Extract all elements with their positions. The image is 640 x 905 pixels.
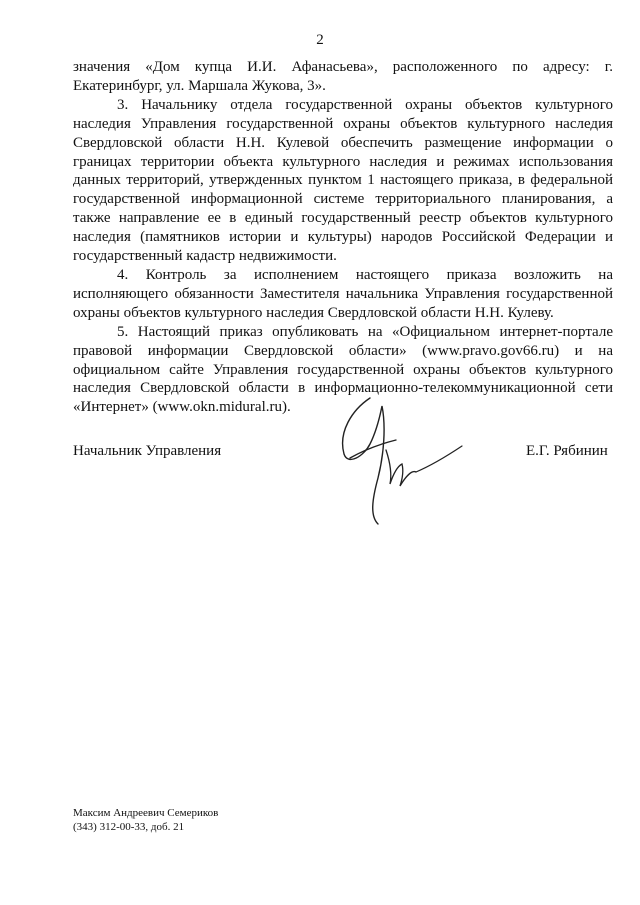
body-paragraph: значения «Дом купца И.И. Афанасьева», расположенного по адресу: г. Екатеринбург, ул. Маршала Жукова, 3». [73, 59, 613, 94]
executor-name: Максим Андреевич Семериков [73, 807, 219, 819]
document-body [73, 58, 613, 417]
body-paragraph: 5. Настоящий приказ опубликовать на «Официальном интернет-портале правовой информации Свердловской области» (www.pravo.gov66.ru) и на официальном сайте Управления государственной охраны объектов культурного наследия Свердловской области в информационно-телекоммуникационной сети «Интернет» (www.okn.midural.ru). [73, 323, 613, 416]
page-number: 2 [316, 32, 324, 48]
body-paragraph: 4. Контроль за исполнением настоящего приказа возложить на исполняющего обязанности Заместителя начальника Управления государственной охраны объектов культурного наследия Свердловской области Н.Н. Кулеву. [73, 266, 613, 321]
executor-footer [73, 806, 218, 834]
signer-position: Начальник Управления [73, 443, 222, 459]
executor-phone: (343) 312-00-33, доб. 21 [73, 821, 185, 833]
handwritten-signature [330, 392, 480, 532]
signer-name: Е.Г. Рябинин [526, 443, 608, 459]
body-paragraph: 3. Начальнику отдела государственной охраны объектов культурного наследия Управления государственной охраны объектов культурного наследия Свердловской области Н.Н. Кулевой обеспечить размещение информации о границах территории объекта культурного наследия и режимах использования данных территорий, утвержденных пунктом 1 настоящего приказа, в федеральной государственной информационной системе территориального планирования, а также направление ее в единый государственный реестр объектов культурного наследия (памятников истории и культуры) народов Российской Федерации и государственный кадастр недвижимости. [73, 96, 613, 265]
